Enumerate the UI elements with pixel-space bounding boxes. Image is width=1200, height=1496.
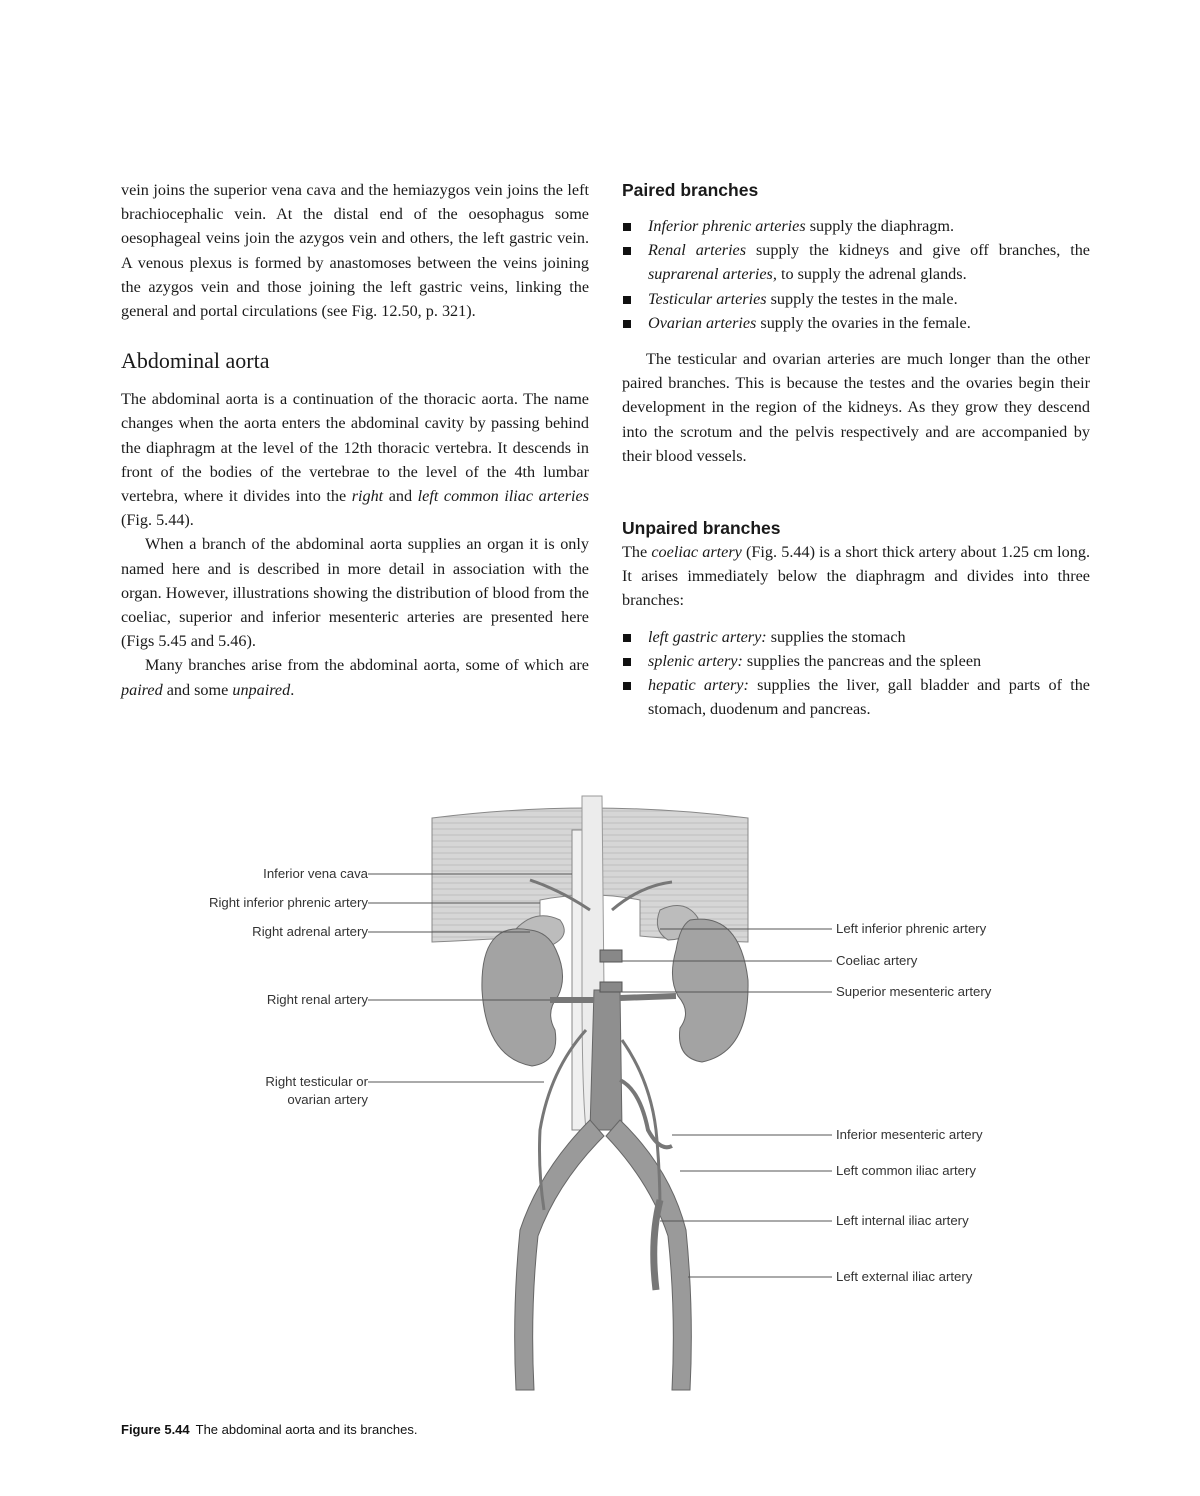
list-item: splenic artery: supplies the pancreas and the spleen [622,649,1090,673]
label-right-renal-artery: Right renal artery [266,992,368,1007]
label-left-internal-iliac-artery: Left internal iliac artery [836,1213,969,1228]
label-right-adrenal-artery: Right adrenal artery [252,924,368,939]
aorta-trunk [590,990,622,1130]
label-left-external-iliac-artery: Left external iliac artery [836,1269,973,1284]
left-kidney [672,919,748,1062]
paired-branches-list [622,214,1090,335]
list-item: left gastric artery: supplies the stomach [622,625,1090,649]
abdominal-aorta-figure [120,790,1080,1410]
superior-mesenteric-artery [600,982,622,992]
label-inferior-mesenteric-artery: Inferior mesenteric artery [836,1127,983,1142]
label-left-common-iliac-artery: Left common iliac artery [836,1163,976,1178]
aorta-illustration [120,790,1080,1410]
heading-paired-branches: Paired branches [622,180,759,200]
label-left-inferior-phrenic-artery: Left inferior phrenic artery [836,921,987,936]
heading-unpaired-branches: Unpaired branches [622,518,781,539]
heading-abdominal-aorta: Abdominal aorta [121,348,270,374]
list-item: Testicular arteries supply the testes in the male. [622,287,1090,311]
figure-caption [121,1422,418,1437]
label-coeliac-artery: Coeliac artery [836,953,918,968]
left-renal-artery [620,996,676,998]
figure-number: Figure 5.44 [121,1422,190,1437]
coeliac-artery [600,950,622,962]
list-item: Inferior phrenic arteries supply the diaphragm. [622,214,1090,238]
unpaired-branches-list [622,625,1090,722]
label-right-inferior-phrenic-artery: Right inferior phrenic artery [208,895,368,910]
paragraph-many-branches: Many branches arise from the abdominal aorta, some of which are paired and some unpaired. [121,656,589,699]
right-column [622,178,1090,721]
label-inferior-vena-cava: Inferior vena cava [263,866,368,881]
left-common-iliac [606,1120,691,1390]
list-item: Renal arteries supply the kidneys and give off branches, the suprarenal arteries, to supply the adrenal glands. [622,238,1090,286]
paragraph-branch-supplies: When a branch of the abdominal aorta supplies an organ it is only named here and is described in more detail in association with the organ. However, illustrations showing the distribution of blood from the coeliac, superior and inferior mesenteric arteries are presented here (Figs 5.45 and 5.46). [121,535,589,651]
paragraph-coeliac-artery: The coeliac artery (Fig. 5.44) is a short thick artery about 1.25 cm long. It arises immediately below the diaphragm and divides into three branches: [622,543,1091,610]
label-right-testicular-artery: Right testicular or [265,1074,368,1089]
paragraph-testicular-ovarian: The testicular and ovarian arteries are much longer than the other paired branches. This is because the testes and the ovaries begin their development in the region of the kidneys. As they grow they descend into the scrotum and the pelvis respectively and are accompanied by their blood vessels. [622,350,1090,465]
label-ovarian-artery: ovarian artery [287,1092,368,1107]
paragraph-abdominal-aorta: The abdominal aorta is a continuation of the thoracic aorta. The name changes when the aorta enters the abdominal cavity by passing behind the diaphragm at the level of the 12th thoracic vertebra. It descends in front of the bodies of the vertebrae to the level of the 4th lumbar vertebra, where it divides into the right and left common iliac arteries (Fig. 5.44). [121,390,590,530]
list-item: Ovarian arteries supply the ovaries in the female. [622,311,1090,335]
label-superior-mesenteric-artery: Superior mesenteric artery [836,984,992,999]
left-internal-iliac [654,1200,660,1290]
paragraph-azygos: vein joins the superior vena cava and the hemiazygos vein joins the left brachiocephalic vein. At the distal end of the oesophagus some oesophageal veins join the azygos vein and others, the left gastric vein. A venous plexus is formed by anastomoses between the veins joining the azygos vein and those joining the left gastric veins, linking the general and portal circulations (see Fig. 12.50, p. 321). [121,181,589,321]
figure-caption-text: The abdominal aorta and its branches. [195,1422,418,1437]
right-common-iliac [515,1120,604,1390]
left-column [121,178,589,702]
list-item: hepatic artery: supplies the liver, gall bladder and parts of the stomach, duodenum and pancreas. [622,673,1090,721]
